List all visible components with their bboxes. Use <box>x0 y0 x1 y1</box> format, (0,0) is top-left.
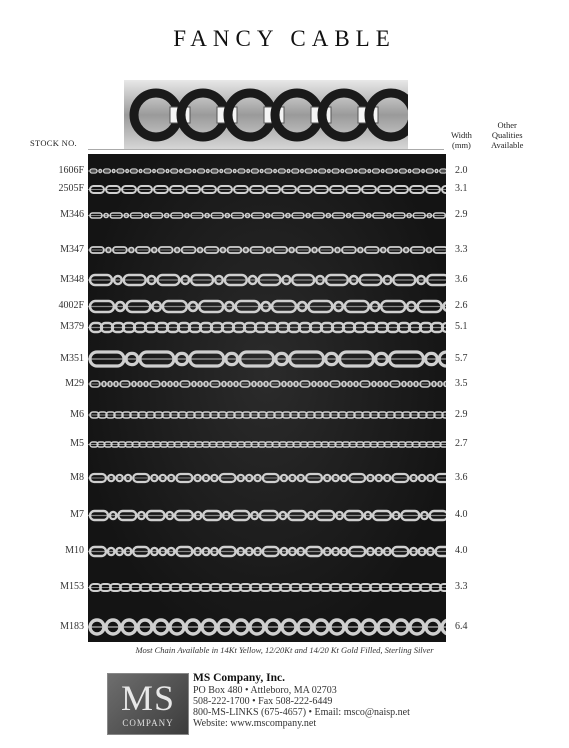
chain-width: 3.3 <box>455 581 468 592</box>
stock-number: M348 <box>60 274 84 285</box>
chain-sample <box>88 244 446 264</box>
chain-sample <box>88 320 446 340</box>
chain-sample <box>88 349 446 369</box>
chain-width: 3.6 <box>455 472 468 483</box>
stock-number: M379 <box>60 321 84 332</box>
stock-number: 4002F <box>58 300 84 311</box>
stock-number: M351 <box>60 353 84 364</box>
chain-sample <box>88 378 446 398</box>
chain-width: 4.0 <box>455 545 468 556</box>
chain-width: 2.0 <box>455 165 468 176</box>
other-header-line1: Other <box>497 120 517 130</box>
width-header-unit: (mm) <box>452 140 471 150</box>
chain-sample <box>88 298 446 318</box>
company-name: MS Company, Inc. <box>193 672 286 684</box>
company-toll-free: 800-MS-LINKS (675-4657) • Email: msco@naisp.net <box>193 707 410 718</box>
stock-number: M6 <box>70 409 84 420</box>
chain-width: 3.6 <box>455 274 468 285</box>
stock-number: M183 <box>60 621 84 632</box>
chain-width: 2.9 <box>455 409 468 420</box>
chain-width: 4.0 <box>455 509 468 520</box>
page-title: FANCY CABLE <box>173 26 396 51</box>
chain-sample <box>88 409 446 429</box>
chain-width: 3.3 <box>455 244 468 255</box>
chain-sample <box>88 272 446 292</box>
chain-width: 6.4 <box>455 621 468 632</box>
stock-number: 2505F <box>58 183 84 194</box>
chain-width: 3.1 <box>455 183 468 194</box>
stock-number: M5 <box>70 438 84 449</box>
width-header-label: Width <box>451 130 472 140</box>
availability-note: Most Chain Available in 14Kt Yellow, 12/20Kt and 14/20 Kt Gold Filled, Sterling Silver <box>135 645 434 655</box>
stock-number: M347 <box>60 244 84 255</box>
width-header <box>451 130 472 150</box>
other-qualities-header <box>491 120 523 150</box>
stock-number: M8 <box>70 472 84 483</box>
chain-width: 5.7 <box>455 353 468 364</box>
chain-width: 3.5 <box>455 378 468 389</box>
stock-number: 1606F <box>58 165 84 176</box>
logo-letters: MS <box>120 678 176 718</box>
logo-word: COMPANY <box>122 718 174 728</box>
chain-width: 2.9 <box>455 209 468 220</box>
stock-number-header: STOCK NO. <box>30 138 77 148</box>
chain-width: 5.1 <box>455 321 468 332</box>
chain-sample <box>88 581 446 601</box>
stock-number: M10 <box>65 545 84 556</box>
chain-sample <box>88 544 446 564</box>
chain-sample <box>88 617 446 637</box>
chain-sample <box>88 508 446 528</box>
stock-number: M29 <box>65 378 84 389</box>
other-header-line3: Available <box>491 140 524 150</box>
stock-number: M346 <box>60 209 84 220</box>
header-rule <box>88 149 444 150</box>
stock-number: M7 <box>70 509 84 520</box>
company-logo <box>107 673 189 735</box>
company-phone: 508-222-1700 • Fax 508-222-6449 <box>193 696 333 707</box>
company-address: PO Box 480 • Attleboro, MA 02703 <box>193 685 337 696</box>
chain-width: 2.6 <box>455 300 468 311</box>
chain-sample <box>88 210 446 230</box>
company-info <box>193 672 410 729</box>
chain-sample <box>88 183 446 203</box>
chain-sample <box>88 471 446 491</box>
chain-sample <box>88 439 446 459</box>
chain-closeup-image <box>124 80 408 150</box>
company-website: Website: www.mscompany.net <box>193 718 317 729</box>
chain-width: 2.7 <box>455 438 468 449</box>
other-header-line2: Qualities <box>491 130 523 140</box>
stock-number: M153 <box>60 581 84 592</box>
